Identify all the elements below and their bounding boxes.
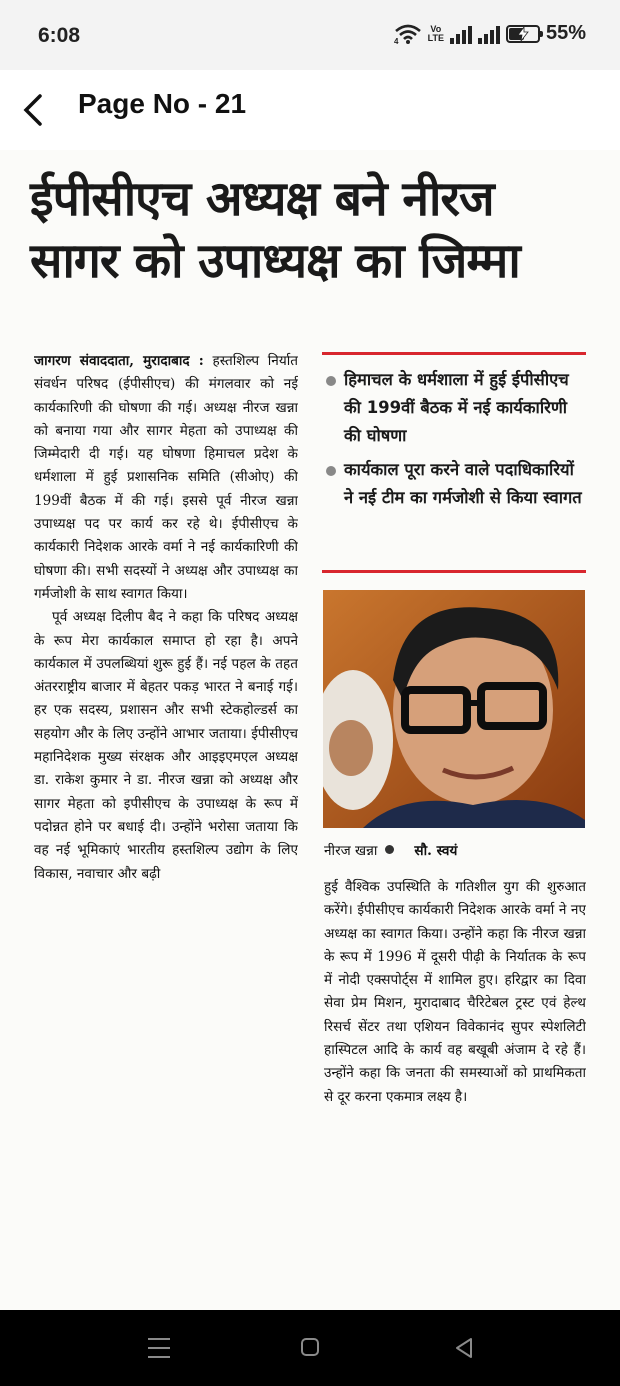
- headline-line-1: ईपीसीएच अध्यक्ष बने नीरज: [30, 171, 494, 227]
- status-icons: [394, 22, 586, 45]
- status-bar: [0, 0, 620, 70]
- recents-icon[interactable]: [148, 1338, 170, 1358]
- left-paragraph-2: पूर्व अध्यक्ष दिलीप बैद ने कहा कि परिषद अध्यक्ष के रूप मेरा कार्यकाल समाप्त हो रहा है। अपने कार्यकाल में उपलब्धियां शुरू हुई हैं। नई पहल के तहत अंतरराष्ट्रीय बाजार में बेहतर पकड़ भारत ने बनाई गई। हर एक सदस्य, प्रशासन और सभी स्टेकहोल्डर्स का सहयोग और के लिए उन्होंने आभार जताया। ईपीसीएच महानिदेशक मुख्य संरक्षक और आइइएमएल अध्यक्ष डा. राकेश कुमार ने डा. नीरज खन्ना को अध्यक्ष और सागर मेहता को इपीसीएच के उपाध्यक्ष के रूप में पदोन्नत होने पर बधाई दी। उन्होंने भरोसा जताया कि वह नई भूमिकाएं भारतीय हस्तशिल्प उद्योग के लिए विकास, नवाचार और बढ़ी: [34, 609, 298, 882]
- caption-name: नीरज खन्ना: [324, 843, 378, 859]
- network-type-label: 4: [393, 36, 399, 45]
- home-icon[interactable]: [301, 1338, 319, 1356]
- signal-bars-icon-2: [478, 24, 500, 44]
- highlight-bullet-2: [324, 456, 586, 512]
- battery-charging-icon: [506, 25, 540, 43]
- bullet-dot-icon: [326, 466, 336, 476]
- system-navigation-bar: [0, 1310, 620, 1386]
- volte-bottom-label: LTE: [427, 32, 444, 43]
- portrait-photo: [323, 590, 585, 828]
- caption-dot-icon: [385, 845, 394, 854]
- highlight-bullets: [324, 366, 586, 518]
- headline-line-2: सागर को उपाध्यक्ष का जिम्मा: [30, 233, 520, 289]
- article-left-column: [34, 350, 298, 1290]
- battery-percent: 55%: [545, 22, 586, 44]
- clock-time: 6:08: [38, 24, 81, 47]
- volte-top-label: Vo: [430, 23, 442, 34]
- caption-credit: सौ. स्वयं: [414, 843, 458, 859]
- bullet-dot-icon: [326, 376, 336, 386]
- app-bar: [0, 70, 620, 150]
- back-arrow-icon[interactable]: [18, 90, 52, 130]
- volte-indicator: [428, 25, 444, 43]
- left-paragraph-1: हस्तशिल्प निर्यात संवर्धन परिषद (ईपीसीएच) की मंगलवार को नई कार्यकारिणी की घोषणा की गई। अध्यक्ष नीरज खन्ना को बनाया गया और सागर मेहता को उपाध्यक्ष की जिम्मेदारी दी गई। यह घोषणा हिमाचल प्रदेश के धर्मशाला में हुई प्रशासनिक समिति (सीओए) की 199वीं बैठक में की गई। इससे पूर्व नीरज खन्ना उपाध्यक्ष पद पर कार्य कर रहे थे। ईपीसीएच के कार्यकारी निदेशक आरके वर्मा ने नई कार्यकारिणी की घोषणा की। सभी सदस्यों ने अध्यक्ष और उपाध्यक्ष का गर्मजोशी के साथ स्वागत किया।: [34, 353, 298, 602]
- signal-bars-icon: [450, 24, 472, 44]
- bullet-2-text: कार्यकाल पूरा करने वाले पदाधिकारियों ने नई टीम का गर्मजोशी से किया स्वागत: [344, 460, 582, 507]
- charging-bolt-icon: [517, 27, 529, 41]
- wifi-icon: [394, 23, 422, 45]
- nav-back-icon[interactable]: [452, 1336, 476, 1360]
- portrait-image: [323, 590, 585, 828]
- article-headline: [30, 168, 600, 292]
- photo-caption: [324, 840, 586, 859]
- right-paragraph: हुई वैश्विक उपस्थिति के गतिशील युग की शुरुआत करेंगे। ईपीसीएच कार्यकारी निदेशक आरके वर्मा ने नए अध्यक्ष का स्वागत किया। उन्होंने कहा कि नीरज खन्ना के रूप में 1996 में दूसरी पीढ़ी के निर्यातक के रूप में नोदी एक्सपोर्ट्स में शामिल हुए। हरिद्वार का दिवा सेवा प्रेम मिशन, मुरादाबाद चैरिटेबल ट्रस्ट एवं हेल्थ रिसर्च सेंटर तथा एशियन विवेकानंद सुपर स्पेशलिटी हास्पिटल आदि के कार्य वह बखूबी अंजाम दे रहे हैं। उन्होंने कहा कि जनता की समस्याओं को प्राथमिकता से दूर करना एकमात्र लक्ष्य है।: [324, 879, 586, 1105]
- byline: जागरण संवाददाता, मुरादाबाद :: [34, 353, 204, 369]
- page-title: Page No - 21: [78, 88, 247, 119]
- highlight-box-bottom-rule: [322, 570, 586, 573]
- bullet-1-text: हिमाचल के धर्मशाला में हुई ईपीसीएच की 199वीं बैठक में नई कार्यकारिणी की घोषणा: [344, 370, 569, 445]
- highlight-box-top-rule: [322, 352, 586, 355]
- article-right-column: [324, 876, 586, 1296]
- highlight-bullet-1: [324, 366, 586, 450]
